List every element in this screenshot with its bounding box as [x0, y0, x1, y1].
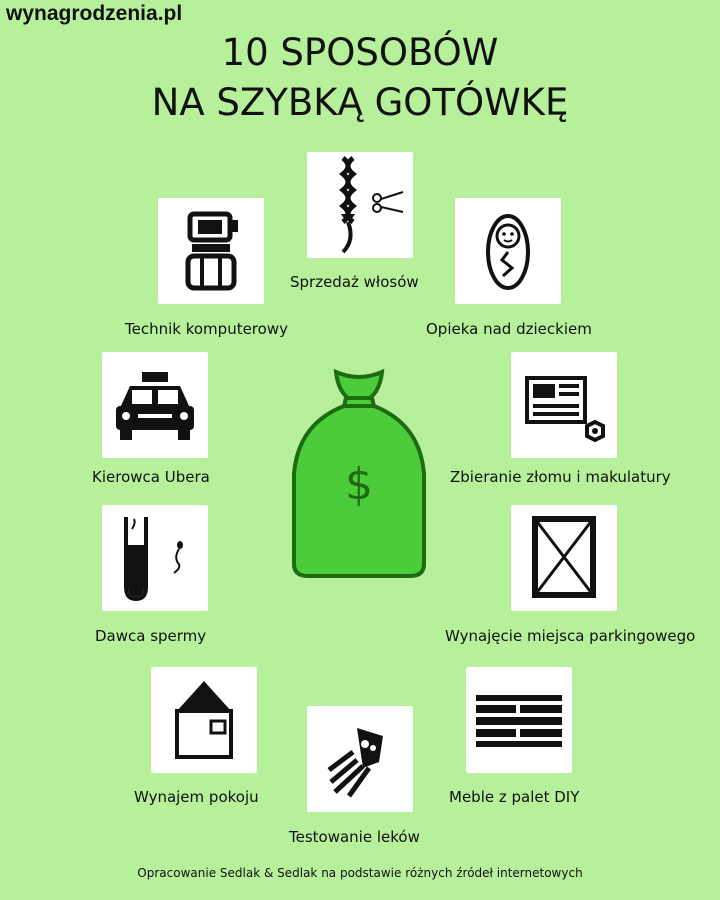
babysitting-tile — [455, 198, 561, 304]
newspaper-nut-icon — [511, 352, 617, 458]
computer-robot-icon — [158, 198, 264, 304]
taxi-icon — [102, 352, 208, 458]
label-technik-komputerowy: Technik komputerowy — [125, 320, 288, 338]
house-icon — [151, 667, 257, 773]
label-kierowca-ubera: Kierowca Ubera — [92, 468, 210, 486]
svg-text:$: $ — [345, 459, 373, 510]
test-tube-sperm-icon — [102, 505, 208, 611]
label-meble-z-palet: Meble z palet DIY — [449, 788, 580, 806]
scrap-collection-tile — [511, 352, 617, 458]
footer-source: Opracowanie Sedlak & Sedlak na podstawie różnych źródeł internetowych — [137, 866, 583, 880]
computer-technician-tile — [158, 198, 264, 304]
label-wynajem-pokoju: Wynajem pokoju — [134, 788, 259, 806]
pallet-furniture-tile — [466, 667, 572, 773]
uber-driver-tile — [102, 352, 208, 458]
money-bag-dollar-icon — [288, 364, 430, 582]
room-rental-tile — [151, 667, 257, 773]
label-opieka-nad-dzieckiem: Opieka nad dzieckiem — [426, 320, 592, 338]
baby-icon — [455, 198, 561, 304]
parking-box-icon — [511, 505, 617, 611]
pill-hand-icon — [307, 706, 413, 812]
title-line-2: NA SZYBKĄ GOTÓWKĘ — [151, 81, 569, 124]
site-logo: wynagrodzenia.pl — [6, 2, 183, 25]
label-sprzedaz-wlosow: Sprzedaż włosów — [290, 273, 419, 291]
label-dawca-spermy: Dawca spermy — [95, 627, 207, 645]
pallet-icon — [466, 667, 572, 773]
braid-scissors-icon — [307, 152, 413, 258]
label-miejsce-parkingowe: Wynajęcie miejsca parkingowego — [445, 627, 696, 645]
drug-testing-tile — [307, 706, 413, 812]
label-zbieranie-zlomu: Zbieranie złomu i makulatury — [450, 468, 671, 486]
title-line-1: 10 SPOSOBÓW — [221, 31, 499, 74]
label-testowanie-lekow: Testowanie leków — [289, 828, 420, 846]
parking-rental-tile — [511, 505, 617, 611]
hair-sale-tile — [307, 152, 413, 258]
sperm-donor-tile — [102, 505, 208, 611]
